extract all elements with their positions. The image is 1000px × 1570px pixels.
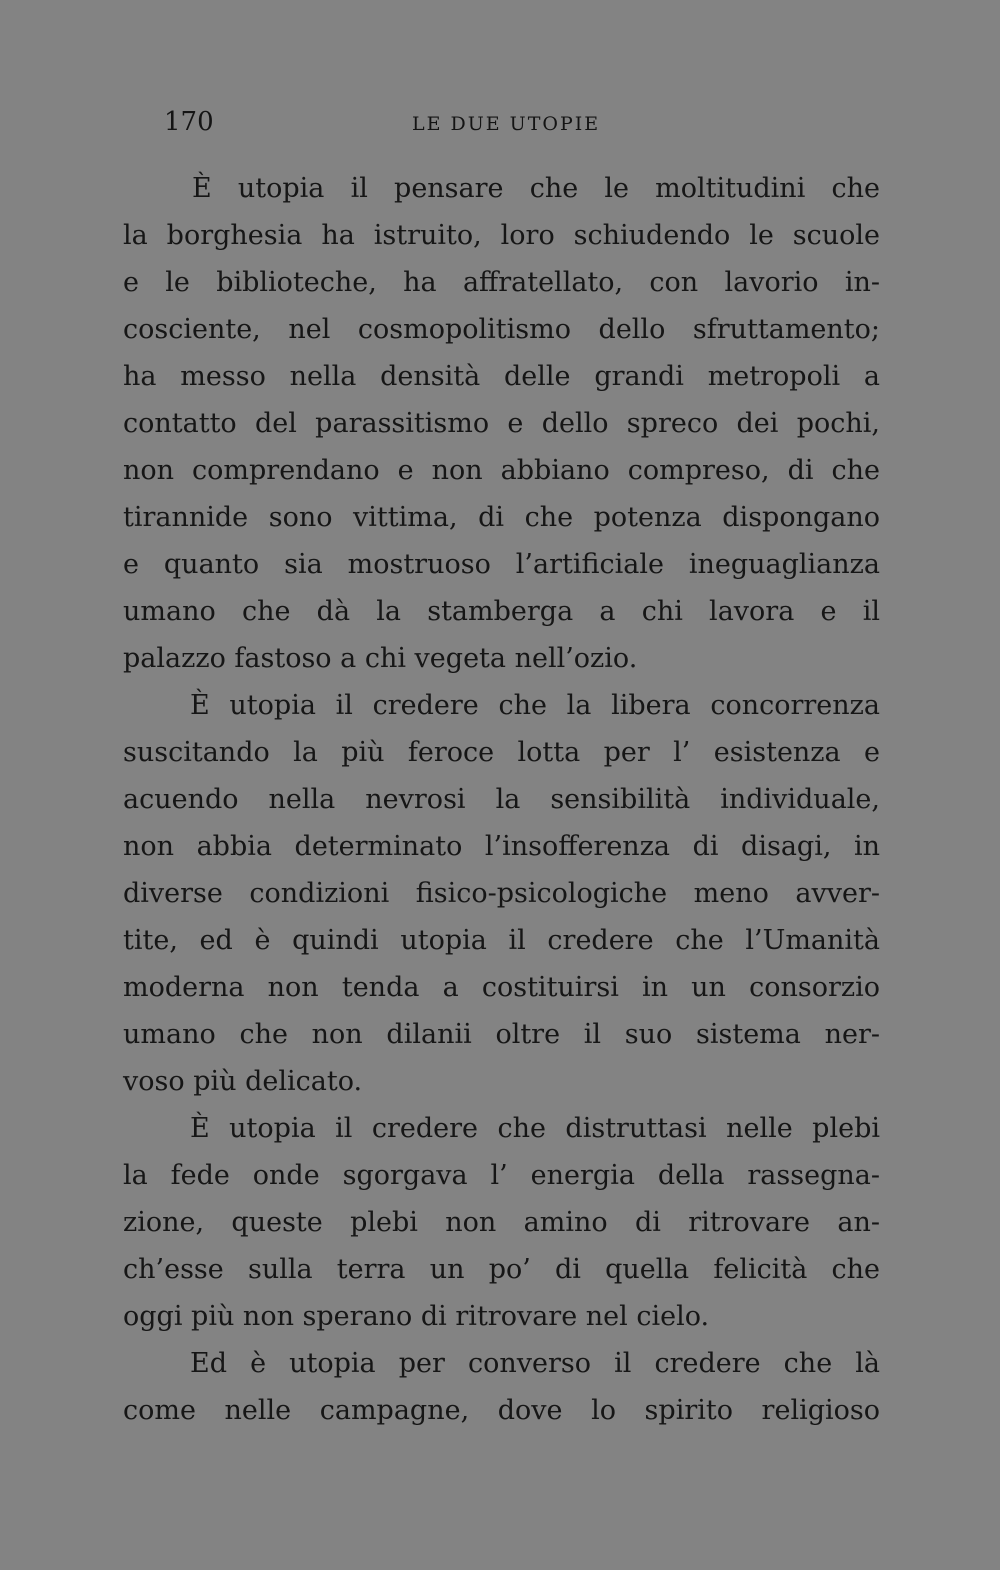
page-header [164,104,880,140]
text-line: umano che dà la stamberga a chi lavora e il [123,596,880,627]
text-line: non comprendano e non abbiano compreso, di che [123,455,880,486]
text-line: tite, ed è quindi utopia il credere che l’Umanità [123,925,880,956]
text-line: umano che non dilanii oltre il suo sistema ner- [123,1019,880,1050]
text-line: ha messo nella densità delle grandi metropoli a [123,361,880,392]
text-line: diverse condizioni fisico-psicologiche meno avver- [123,878,880,909]
text-line: la borghesia ha istruito, loro schiudendo le scuole [123,220,880,251]
text-line: moderna non tenda a costituirsi in un consorzio [123,972,880,1003]
text-line: non abbia determinato l’insofferenza di disagi, in [123,831,880,862]
text-line: È utopia il credere che la libera concorrenza [190,690,880,721]
page-number: 170 [164,107,214,137]
running-title: LE DUE UTOPIE [412,113,601,135]
text-line: acuendo nella nevrosi la sensibilità individuale, [123,784,880,815]
text-line: cosciente, nel cosmopolitismo dello sfruttamento; [123,314,880,345]
text-line: zione, queste plebi non amino di ritrovare an- [123,1207,880,1238]
text-line: e le biblioteche, ha affratellato, con lavorio in- [123,267,880,298]
text-line: oggi più non sperano di ritrovare nel cielo. [123,1301,710,1332]
text-line: tirannide sono vittima, di che potenza dispongano [123,502,880,533]
text-line: suscitando la più feroce lotta per l’ esistenza e [123,737,880,768]
text-line: contatto del parassitismo e dello spreco dei pochi, [123,408,880,439]
text-line: Ed è utopia per converso il credere che là [190,1348,880,1379]
text-line: e quanto sia mostruoso l’artificiale ineguaglianza [123,549,880,580]
text-line: ch’esse sulla terra un po’ di quella felicità che [123,1254,880,1285]
text-line: come nelle campagne, dove lo spirito religioso [123,1395,880,1426]
text-line: palazzo fastoso a chi vegeta nell’ozio. [123,643,638,674]
text-line: voso più delicato. [123,1066,363,1097]
text-line: È utopia il pensare che le moltitudini che [192,173,880,204]
text-line: È utopia il credere che distruttasi nelle plebi [190,1113,880,1144]
text-line: la fede onde sgorgava l’ energia della rassegna- [123,1160,880,1191]
